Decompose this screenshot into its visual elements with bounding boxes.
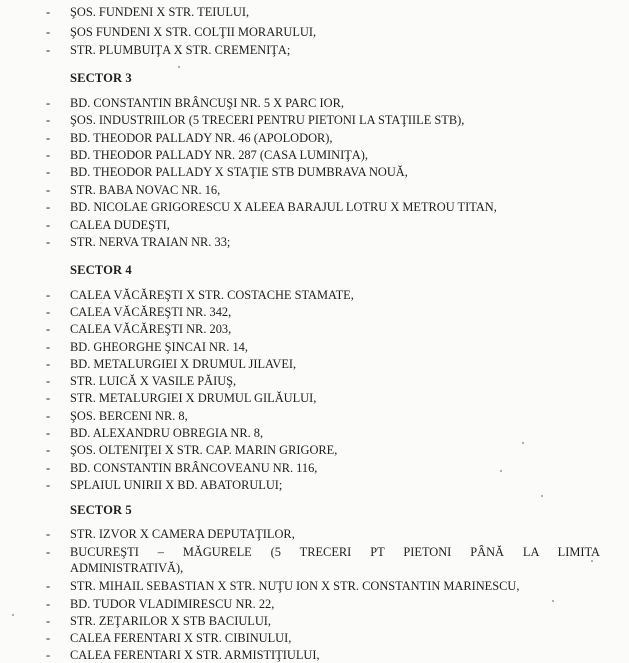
list-item-text: CALEA VĂCĂREŞTI NR. 203, [70,322,232,336]
section-heading-sector-3: SECTOR 3 [70,71,132,85]
scan-speck [178,66,180,68]
bullet-dash: - [46,648,51,662]
bullet-dash: - [46,579,51,593]
list-item-text: ŞOS. FUNDENI X STR. TEIULUI, [70,5,250,19]
list-item-text: BUCUREŞTI – MĂGURELE (5 TRECERI PT PIETONI PÂNĂ LA LIMITA [70,545,600,559]
bullet-dash: - [46,148,51,162]
bullet-dash: - [46,545,51,559]
list-item-text: ŞOS. INDUSTRIILOR (5 TRECERI PENTRU PIETONI LA STAŢIILE STB), [70,113,465,127]
list-item-text: STR. BABA NOVAC NR. 16, [70,183,221,197]
bullet-dash: - [46,478,51,492]
bullet-dash: - [46,461,51,475]
list-item-text: CALEA FERENTARI X STR. CIBINULUI, [70,631,292,645]
list-item-text: BD. THEODOR PALLADY X STAŢIE STB DUMBRAVA NOUĂ, [70,165,408,179]
bullet-dash: - [46,597,51,611]
bullet-dash: - [46,305,51,319]
scan-speck [500,470,502,472]
bullet-dash: - [46,340,51,354]
bullet-dash: - [46,25,51,39]
list-item-text: BD. GHEORGHE ŞINCAI NR. 14, [70,340,248,354]
bullet-dash: - [46,322,51,336]
list-item-text: ŞOS. OLTENIŢEI X STR. CAP. MARIN GRIGORE, [70,443,338,457]
list-item-text: STR. IZVOR X CAMERA DEPUTAŢILOR, [70,527,295,541]
list-item-text: STR. MIHAIL SEBASTIAN X STR. NUŢU ION X STR. CONSTANTIN MARINESCU, [70,579,520,593]
bullet-dash: - [46,183,51,197]
list-item-text: STR. LUICĂ X VASILE PĂIUŞ, [70,374,237,388]
section-heading-sector-4: SECTOR 4 [70,263,132,277]
scan-speck [522,442,524,444]
bullet-dash: - [46,374,51,388]
section-heading-sector-5: SECTOR 5 [70,503,132,517]
bullet-dash: - [46,113,51,127]
list-item-text: ADMINISTRATIVĂ), [70,561,184,575]
scan-speck [12,614,14,616]
list-item-text: CALEA FERENTARI X STR. ARMISTIŢIULUI, [70,648,320,662]
bullet-dash: - [46,614,51,628]
list-item-text: BD. THEODOR PALLADY NR. 287 (CASA LUMINIŢA), [70,148,368,162]
bullet-dash: - [46,443,51,457]
list-item-text: BD. ALEXANDRU OBREGIA NR. 8, [70,426,264,440]
list-item-text: STR. NERVA TRAIAN NR. 33; [70,235,231,249]
bullet-dash: - [46,235,51,249]
list-item-text: CALEA VĂCĂREŞTI X STR. COSTACHE STAMATE, [70,288,354,302]
bullet-dash: - [46,391,51,405]
bullet-dash: - [46,426,51,440]
list-item-text: BD. METALURGIEI X DRUMUL JILAVEI, [70,357,297,371]
scan-speck [541,495,543,497]
list-item-text: BD. CONSTANTIN BRÂNCOVEANU NR. 116, [70,461,318,475]
list-item-text: STR. METALURGIEI X DRUMUL GILĂULUI, [70,391,317,405]
bullet-dash: - [46,5,51,19]
bullet-dash: - [46,409,51,423]
bullet-dash: - [46,43,51,57]
list-item-text: STR. ZEŢARILOR X STB BACIULUI, [70,614,272,628]
bullet-dash: - [46,288,51,302]
list-item-text: BD. NICOLAE GRIGORESCU X ALEEA BARAJUL LOTRU X METROU TITAN, [70,200,497,214]
bullet-dash: - [46,165,51,179]
list-item-text: BD. CONSTANTIN BRÂNCUŞI NR. 5 X PARC IOR, [70,96,344,110]
list-item-text: CALEA VĂCĂREŞTI NR. 342, [70,305,232,319]
list-item-text: BD. THEODOR PALLADY NR. 46 (APOLODOR), [70,131,333,145]
bullet-dash: - [46,200,51,214]
list-item-text: CALEA DUDEŞTI, [70,218,170,232]
list-item-text: BD. TUDOR VLADIMIRESCU NR. 22, [70,597,275,611]
bullet-dash: - [46,527,51,541]
bullet-dash: - [46,131,51,145]
bullet-dash: - [46,96,51,110]
list-item-text: ŞOS FUNDENI X STR. COLŢII MORARULUI, [70,25,317,39]
list-item-text: SPLAIUL UNIRII X BD. ABATORULUI; [70,478,283,492]
list-item-text: ŞOS. BERCENI NR. 8, [70,409,188,423]
list-item-text: STR. PLUMBUIŢA X STR. CREMENIŢA; [70,43,291,57]
scan-speck [591,560,593,562]
bullet-dash: - [46,357,51,371]
bullet-dash: - [46,218,51,232]
bullet-dash: - [46,631,51,645]
scan-speck [552,600,554,602]
